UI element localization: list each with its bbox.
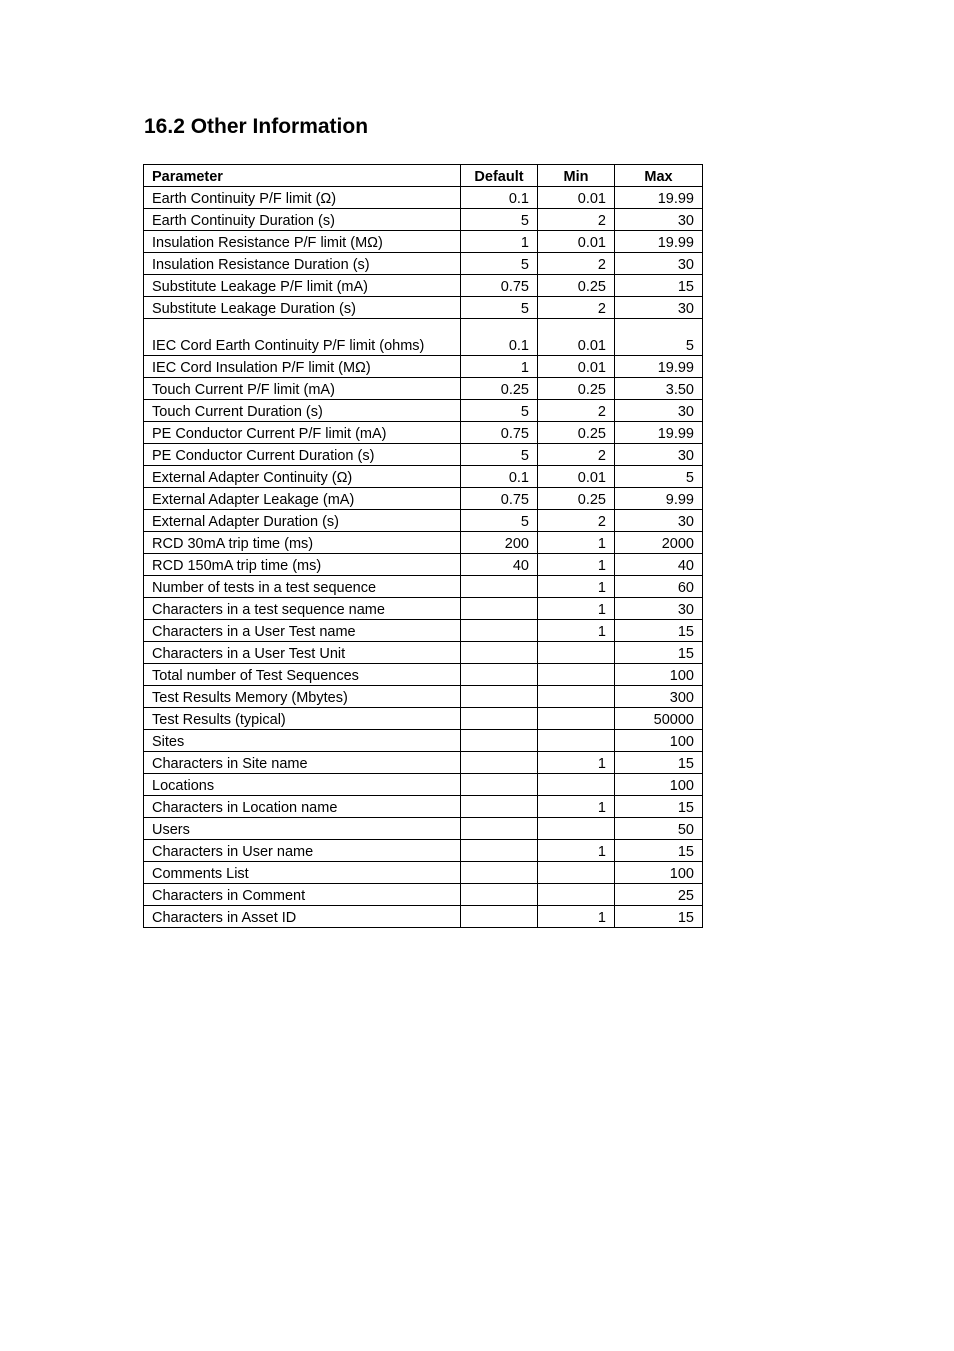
cell-parameter: PE Conductor Current Duration (s) — [144, 444, 461, 466]
cell-parameter: IEC Cord Earth Continuity P/F limit (ohms) — [144, 319, 461, 356]
cell-parameter: RCD 30mA trip time (ms) — [144, 532, 461, 554]
cell-max: 100 — [615, 862, 703, 884]
cell-min: 0.01 — [538, 466, 615, 488]
cell-min — [538, 708, 615, 730]
cell-max: 30 — [615, 209, 703, 231]
cell-min: 0.25 — [538, 275, 615, 297]
cell-parameter: Characters in User name — [144, 840, 461, 862]
cell-max: 19.99 — [615, 187, 703, 209]
cell-parameter: Characters in Comment — [144, 884, 461, 906]
cell-default: 5 — [461, 400, 538, 422]
table-row — [144, 796, 703, 818]
cell-min: 1 — [538, 598, 615, 620]
table-row — [144, 840, 703, 862]
cell-parameter: Users — [144, 818, 461, 840]
cell-default: 0.75 — [461, 275, 538, 297]
cell-parameter: Characters in Location name — [144, 796, 461, 818]
cell-parameter: External Adapter Leakage (mA) — [144, 488, 461, 510]
table-row — [144, 818, 703, 840]
cell-max: 15 — [615, 906, 703, 928]
cell-parameter: RCD 150mA trip time (ms) — [144, 554, 461, 576]
cell-max: 100 — [615, 774, 703, 796]
cell-parameter: IEC Cord Insulation P/F limit (MΩ) — [144, 356, 461, 378]
table-row — [144, 642, 703, 664]
cell-min: 0.25 — [538, 378, 615, 400]
cell-parameter: Substitute Leakage Duration (s) — [144, 297, 461, 319]
header-default: Default — [461, 165, 538, 187]
table-row — [144, 510, 703, 532]
cell-min: 1 — [538, 576, 615, 598]
cell-min: 2 — [538, 297, 615, 319]
cell-min: 2 — [538, 253, 615, 275]
cell-parameter: Sites — [144, 730, 461, 752]
cell-parameter: Characters in a User Test Unit — [144, 642, 461, 664]
cell-min — [538, 818, 615, 840]
cell-parameter: Insulation Resistance P/F limit (MΩ) — [144, 231, 461, 253]
cell-parameter: Earth Continuity Duration (s) — [144, 209, 461, 231]
cell-min: 0.01 — [538, 187, 615, 209]
cell-default: 0.1 — [461, 187, 538, 209]
cell-default — [461, 686, 538, 708]
cell-parameter: Characters in a User Test name — [144, 620, 461, 642]
cell-min: 1 — [538, 532, 615, 554]
header-max: Max — [615, 165, 703, 187]
cell-max: 15 — [615, 275, 703, 297]
cell-parameter: External Adapter Continuity (Ω) — [144, 466, 461, 488]
cell-min: 0.25 — [538, 488, 615, 510]
cell-default — [461, 774, 538, 796]
table-row — [144, 297, 703, 319]
cell-default — [461, 906, 538, 928]
cell-default: 0.1 — [461, 319, 538, 356]
cell-parameter: Characters in a test sequence name — [144, 598, 461, 620]
cell-default — [461, 730, 538, 752]
cell-min: 1 — [538, 840, 615, 862]
cell-min: 2 — [538, 444, 615, 466]
cell-default — [461, 862, 538, 884]
cell-max: 30 — [615, 297, 703, 319]
table-row — [144, 884, 703, 906]
cell-parameter: Comments List — [144, 862, 461, 884]
cell-max: 100 — [615, 730, 703, 752]
table-row — [144, 444, 703, 466]
cell-min: 0.01 — [538, 356, 615, 378]
cell-min: 0.01 — [538, 231, 615, 253]
table-row — [144, 275, 703, 297]
table-header-row — [144, 165, 703, 187]
cell-default: 200 — [461, 532, 538, 554]
cell-parameter: Substitute Leakage P/F limit (mA) — [144, 275, 461, 297]
cell-default: 1 — [461, 356, 538, 378]
table-row — [144, 862, 703, 884]
table-row — [144, 319, 703, 356]
table-row — [144, 576, 703, 598]
table-row — [144, 356, 703, 378]
cell-max: 5 — [615, 319, 703, 356]
cell-default — [461, 840, 538, 862]
cell-parameter: Test Results Memory (Mbytes) — [144, 686, 461, 708]
cell-parameter: Insulation Resistance Duration (s) — [144, 253, 461, 275]
cell-max: 5 — [615, 466, 703, 488]
cell-max: 30 — [615, 444, 703, 466]
cell-max: 40 — [615, 554, 703, 576]
cell-max: 19.99 — [615, 356, 703, 378]
cell-default: 0.75 — [461, 422, 538, 444]
cell-parameter: Characters in Site name — [144, 752, 461, 774]
table-row — [144, 231, 703, 253]
cell-min: 2 — [538, 400, 615, 422]
cell-min — [538, 730, 615, 752]
table-row — [144, 730, 703, 752]
cell-min: 1 — [538, 906, 615, 928]
cell-min — [538, 862, 615, 884]
cell-default: 5 — [461, 209, 538, 231]
cell-max: 15 — [615, 752, 703, 774]
cell-max: 9.99 — [615, 488, 703, 510]
table-row — [144, 708, 703, 730]
cell-max: 19.99 — [615, 422, 703, 444]
cell-default: 5 — [461, 510, 538, 532]
cell-max: 3.50 — [615, 378, 703, 400]
cell-default: 40 — [461, 554, 538, 576]
cell-max: 30 — [615, 400, 703, 422]
cell-default: 5 — [461, 253, 538, 275]
table-row — [144, 532, 703, 554]
cell-parameter: Total number of Test Sequences — [144, 664, 461, 686]
table-row — [144, 554, 703, 576]
cell-max: 15 — [615, 642, 703, 664]
cell-min: 2 — [538, 209, 615, 231]
cell-min: 1 — [538, 620, 615, 642]
table-row — [144, 774, 703, 796]
table-row — [144, 466, 703, 488]
cell-max: 25 — [615, 884, 703, 906]
cell-default: 0.25 — [461, 378, 538, 400]
cell-parameter: Touch Current P/F limit (mA) — [144, 378, 461, 400]
table-row — [144, 752, 703, 774]
cell-min: 1 — [538, 554, 615, 576]
cell-parameter: Touch Current Duration (s) — [144, 400, 461, 422]
cell-default — [461, 598, 538, 620]
table-row — [144, 378, 703, 400]
cell-min — [538, 642, 615, 664]
cell-default: 0.1 — [461, 466, 538, 488]
table-row — [144, 598, 703, 620]
cell-default: 0.75 — [461, 488, 538, 510]
cell-max: 100 — [615, 664, 703, 686]
cell-min: 0.01 — [538, 319, 615, 356]
cell-min: 0.25 — [538, 422, 615, 444]
cell-max: 50 — [615, 818, 703, 840]
cell-default — [461, 576, 538, 598]
cell-max: 30 — [615, 253, 703, 275]
table-row — [144, 253, 703, 275]
cell-min — [538, 686, 615, 708]
cell-default — [461, 752, 538, 774]
cell-parameter: Test Results (typical) — [144, 708, 461, 730]
cell-parameter: Characters in Asset ID — [144, 906, 461, 928]
cell-min — [538, 884, 615, 906]
parameters-table — [143, 164, 703, 928]
cell-parameter: Number of tests in a test sequence — [144, 576, 461, 598]
cell-max: 50000 — [615, 708, 703, 730]
cell-min — [538, 664, 615, 686]
cell-max: 19.99 — [615, 231, 703, 253]
cell-max: 15 — [615, 796, 703, 818]
cell-parameter: PE Conductor Current P/F limit (mA) — [144, 422, 461, 444]
cell-max: 15 — [615, 620, 703, 642]
cell-max: 30 — [615, 598, 703, 620]
cell-max: 15 — [615, 840, 703, 862]
cell-default — [461, 620, 538, 642]
table-body — [144, 187, 703, 928]
cell-default: 5 — [461, 444, 538, 466]
cell-default — [461, 818, 538, 840]
page-title: 16.2 Other Information — [144, 115, 369, 138]
table-row — [144, 664, 703, 686]
table-row — [144, 422, 703, 444]
cell-max: 60 — [615, 576, 703, 598]
cell-default — [461, 708, 538, 730]
table-row — [144, 488, 703, 510]
cell-min: 1 — [538, 796, 615, 818]
cell-min: 1 — [538, 752, 615, 774]
table-row — [144, 686, 703, 708]
header-min: Min — [538, 165, 615, 187]
header-parameter: Parameter — [144, 165, 461, 187]
cell-default — [461, 884, 538, 906]
cell-parameter: Locations — [144, 774, 461, 796]
table-row — [144, 400, 703, 422]
cell-default — [461, 664, 538, 686]
cell-min — [538, 774, 615, 796]
cell-default: 1 — [461, 231, 538, 253]
cell-parameter: External Adapter Duration (s) — [144, 510, 461, 532]
table-row — [144, 209, 703, 231]
cell-default — [461, 642, 538, 664]
cell-max: 30 — [615, 510, 703, 532]
cell-default — [461, 796, 538, 818]
cell-max: 300 — [615, 686, 703, 708]
cell-default: 5 — [461, 297, 538, 319]
table-row — [144, 187, 703, 209]
cell-max: 2000 — [615, 532, 703, 554]
table-row — [144, 620, 703, 642]
cell-min: 2 — [538, 510, 615, 532]
table-row — [144, 906, 703, 928]
cell-parameter: Earth Continuity P/F limit (Ω) — [144, 187, 461, 209]
